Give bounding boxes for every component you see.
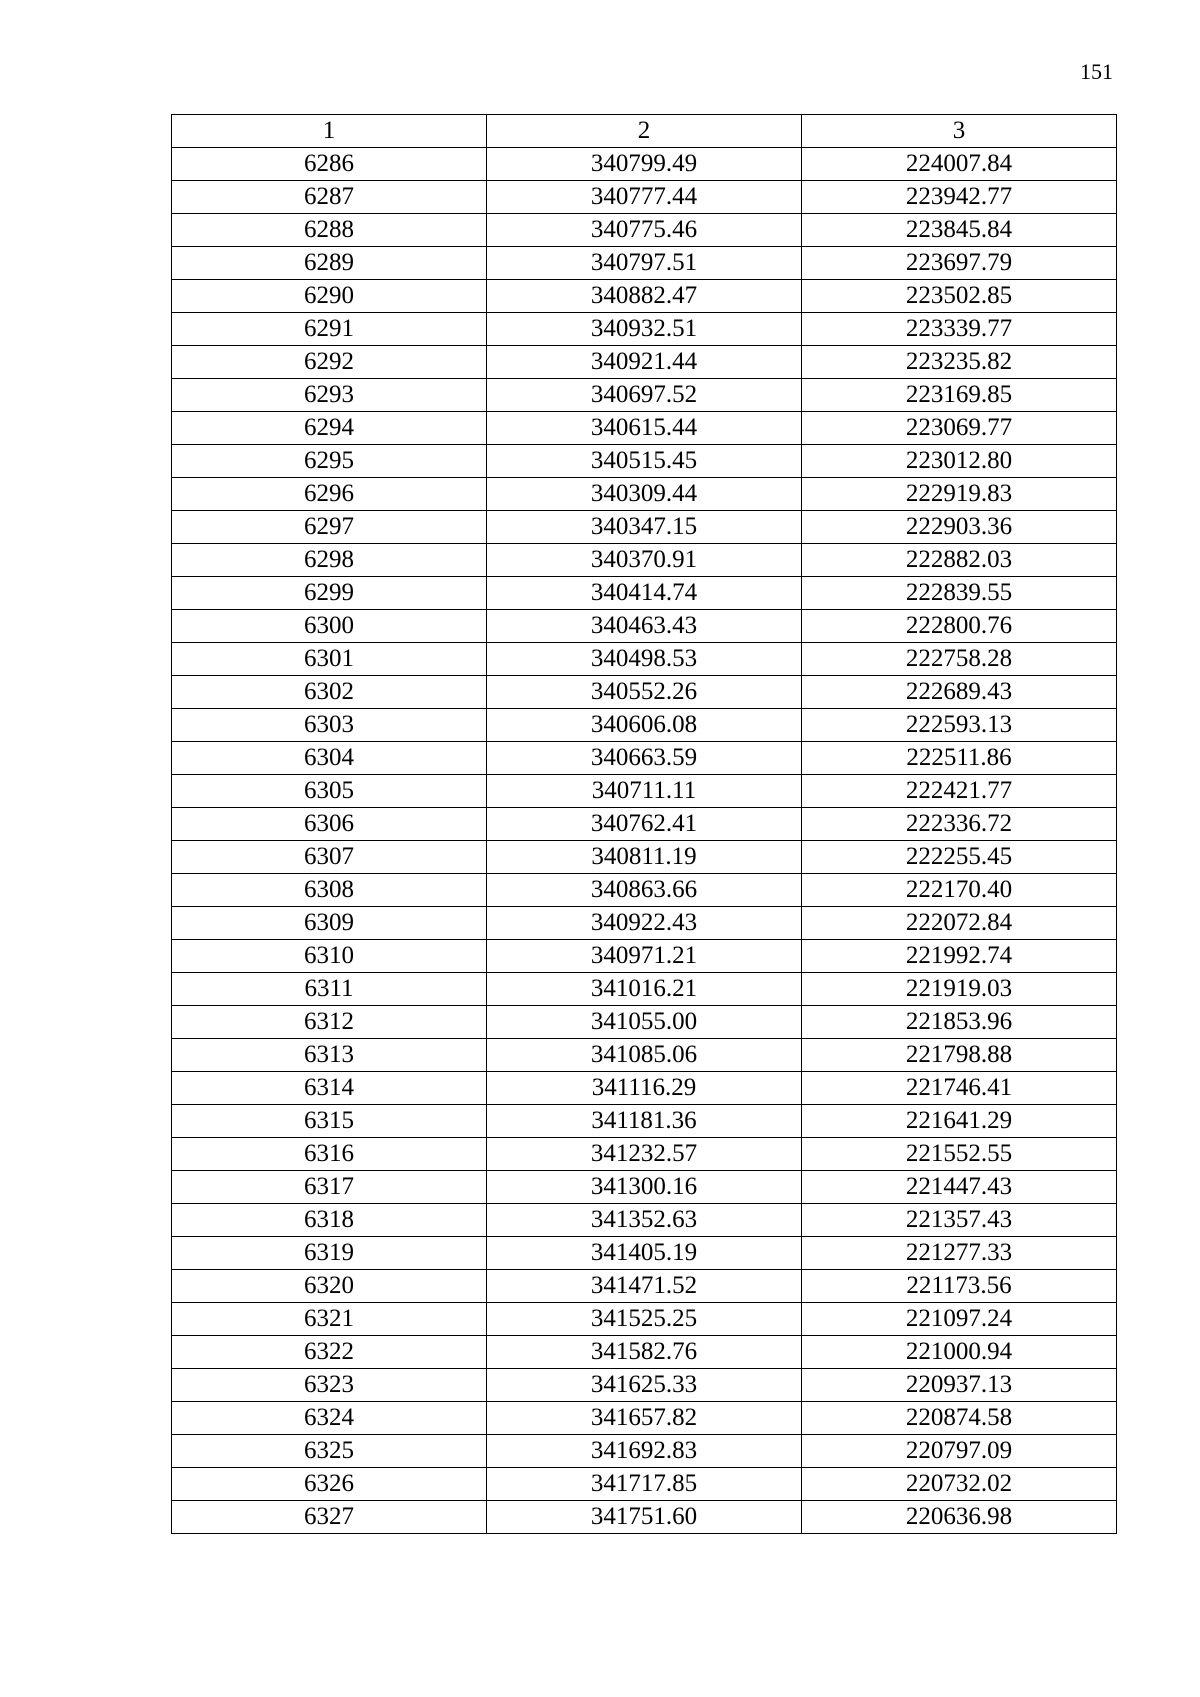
table-cell-col-2: 340882.47 bbox=[487, 280, 802, 313]
table-cell-col-1: 6326 bbox=[172, 1468, 487, 1501]
table-cell-col-3: 222336.72 bbox=[802, 808, 1117, 841]
table-cell-col-1: 6304 bbox=[172, 742, 487, 775]
table-row bbox=[172, 478, 1117, 511]
table-cell-col-2: 341625.33 bbox=[487, 1369, 802, 1402]
table-row bbox=[172, 610, 1117, 643]
table-cell-col-3: 221746.41 bbox=[802, 1072, 1117, 1105]
table-cell-col-2: 340932.51 bbox=[487, 313, 802, 346]
table-cell-col-2: 340606.08 bbox=[487, 709, 802, 742]
table-cell-col-2: 341085.06 bbox=[487, 1039, 802, 1072]
table-cell-col-2: 340414.74 bbox=[487, 577, 802, 610]
table-row bbox=[172, 280, 1117, 313]
table-cell-col-2: 340370.91 bbox=[487, 544, 802, 577]
table-cell-col-1: 6292 bbox=[172, 346, 487, 379]
table-cell-col-2: 341657.82 bbox=[487, 1402, 802, 1435]
table-row bbox=[172, 940, 1117, 973]
table-cell-col-1: 6296 bbox=[172, 478, 487, 511]
table-cell-col-1: 6313 bbox=[172, 1039, 487, 1072]
table-row bbox=[172, 1138, 1117, 1171]
table-cell-col-3: 222903.36 bbox=[802, 511, 1117, 544]
table-row bbox=[172, 709, 1117, 742]
table-row bbox=[172, 1402, 1117, 1435]
table-cell-col-1: 6315 bbox=[172, 1105, 487, 1138]
table-cell-col-1: 6311 bbox=[172, 973, 487, 1006]
page-number: 151 bbox=[1080, 59, 1113, 84]
table-cell-col-3: 222170.40 bbox=[802, 874, 1117, 907]
table-cell-col-2: 340347.15 bbox=[487, 511, 802, 544]
table-cell-col-3: 223845.84 bbox=[802, 214, 1117, 247]
table-cell-col-2: 340863.66 bbox=[487, 874, 802, 907]
table-cell-col-2: 340697.52 bbox=[487, 379, 802, 412]
table-row bbox=[172, 676, 1117, 709]
table-row bbox=[172, 1501, 1117, 1534]
table-cell-col-2: 341751.60 bbox=[487, 1501, 802, 1534]
table-row bbox=[172, 511, 1117, 544]
table-cell-col-3: 221447.43 bbox=[802, 1171, 1117, 1204]
table-cell-col-1: 6302 bbox=[172, 676, 487, 709]
table-cell-col-2: 340922.43 bbox=[487, 907, 802, 940]
table-cell-col-2: 340309.44 bbox=[487, 478, 802, 511]
table-cell-col-1: 6300 bbox=[172, 610, 487, 643]
table-cell-col-3: 221798.88 bbox=[802, 1039, 1117, 1072]
table-row bbox=[172, 1204, 1117, 1237]
table-body bbox=[172, 148, 1117, 1534]
table-cell-col-2: 341232.57 bbox=[487, 1138, 802, 1171]
table-cell-col-1: 6309 bbox=[172, 907, 487, 940]
table-cell-col-1: 6305 bbox=[172, 775, 487, 808]
table-row bbox=[172, 181, 1117, 214]
table-cell-col-3: 223942.77 bbox=[802, 181, 1117, 214]
table-cell-col-2: 340762.41 bbox=[487, 808, 802, 841]
table-cell-col-1: 6287 bbox=[172, 181, 487, 214]
table-cell-col-3: 221277.33 bbox=[802, 1237, 1117, 1270]
table-cell-col-2: 341525.25 bbox=[487, 1303, 802, 1336]
table-cell-col-3: 221173.56 bbox=[802, 1270, 1117, 1303]
table-row bbox=[172, 1072, 1117, 1105]
table-cell-col-1: 6289 bbox=[172, 247, 487, 280]
table-cell-col-1: 6286 bbox=[172, 148, 487, 181]
table-cell-col-2: 340777.44 bbox=[487, 181, 802, 214]
table-cell-col-3: 221641.29 bbox=[802, 1105, 1117, 1138]
table-row bbox=[172, 1105, 1117, 1138]
table-cell-col-3: 222919.83 bbox=[802, 478, 1117, 511]
table-row bbox=[172, 808, 1117, 841]
table-cell-col-1: 6294 bbox=[172, 412, 487, 445]
table-row bbox=[172, 742, 1117, 775]
table-row bbox=[172, 214, 1117, 247]
table-cell-col-3: 220874.58 bbox=[802, 1402, 1117, 1435]
table-row bbox=[172, 412, 1117, 445]
table-row bbox=[172, 1270, 1117, 1303]
table-cell-col-3: 222758.28 bbox=[802, 643, 1117, 676]
table-cell-col-2: 341717.85 bbox=[487, 1468, 802, 1501]
table-row bbox=[172, 313, 1117, 346]
table-cell-col-3: 220937.13 bbox=[802, 1369, 1117, 1402]
table-cell-col-3: 220636.98 bbox=[802, 1501, 1117, 1534]
table-cell-col-3: 222689.43 bbox=[802, 676, 1117, 709]
table-cell-col-2: 341181.36 bbox=[487, 1105, 802, 1138]
table-cell-col-3: 223235.82 bbox=[802, 346, 1117, 379]
table-row bbox=[172, 148, 1117, 181]
table-row bbox=[172, 445, 1117, 478]
table-header-row bbox=[172, 115, 1117, 148]
table-row bbox=[172, 1039, 1117, 1072]
table-cell-col-2: 340615.44 bbox=[487, 412, 802, 445]
table-cell-col-2: 340971.21 bbox=[487, 940, 802, 973]
table-cell-col-3: 222839.55 bbox=[802, 577, 1117, 610]
table-cell-col-3: 221097.24 bbox=[802, 1303, 1117, 1336]
table-cell-col-1: 6316 bbox=[172, 1138, 487, 1171]
table-row bbox=[172, 643, 1117, 676]
table-header bbox=[172, 115, 1117, 148]
table-cell-col-1: 6297 bbox=[172, 511, 487, 544]
table-row bbox=[172, 1468, 1117, 1501]
table-cell-col-2: 340797.51 bbox=[487, 247, 802, 280]
table-row bbox=[172, 379, 1117, 412]
table-row bbox=[172, 544, 1117, 577]
table-cell-col-1: 6301 bbox=[172, 643, 487, 676]
table-cell-col-3: 220797.09 bbox=[802, 1435, 1117, 1468]
table-cell-col-3: 221992.74 bbox=[802, 940, 1117, 973]
table-cell-col-3: 222800.76 bbox=[802, 610, 1117, 643]
table-cell-col-1: 6321 bbox=[172, 1303, 487, 1336]
table-cell-col-3: 223502.85 bbox=[802, 280, 1117, 313]
table-row bbox=[172, 247, 1117, 280]
table-row bbox=[172, 874, 1117, 907]
table-cell-col-2: 340663.59 bbox=[487, 742, 802, 775]
column-header-2: 2 bbox=[487, 115, 802, 148]
table-cell-col-2: 341055.00 bbox=[487, 1006, 802, 1039]
table-cell-col-1: 6288 bbox=[172, 214, 487, 247]
coordinates-table bbox=[171, 114, 1117, 1534]
table-cell-col-1: 6318 bbox=[172, 1204, 487, 1237]
table-cell-col-2: 341471.52 bbox=[487, 1270, 802, 1303]
column-header-3: 3 bbox=[802, 115, 1117, 148]
table-cell-col-2: 341692.83 bbox=[487, 1435, 802, 1468]
table-cell-col-3: 222882.03 bbox=[802, 544, 1117, 577]
table-row bbox=[172, 1237, 1117, 1270]
table-cell-col-1: 6308 bbox=[172, 874, 487, 907]
table-cell-col-1: 6303 bbox=[172, 709, 487, 742]
table-cell-col-2: 340799.49 bbox=[487, 148, 802, 181]
table-cell-col-1: 6319 bbox=[172, 1237, 487, 1270]
table-row bbox=[172, 577, 1117, 610]
table-cell-col-1: 6314 bbox=[172, 1072, 487, 1105]
table-row bbox=[172, 775, 1117, 808]
table-cell-col-3: 222593.13 bbox=[802, 709, 1117, 742]
table-cell-col-2: 341116.29 bbox=[487, 1072, 802, 1105]
table-cell-col-2: 340515.45 bbox=[487, 445, 802, 478]
table-cell-col-1: 6295 bbox=[172, 445, 487, 478]
table-cell-col-3: 221357.43 bbox=[802, 1204, 1117, 1237]
table-cell-col-2: 340811.19 bbox=[487, 841, 802, 874]
table-row bbox=[172, 1336, 1117, 1369]
table-cell-col-1: 6293 bbox=[172, 379, 487, 412]
table-row bbox=[172, 1435, 1117, 1468]
table-cell-col-3: 223069.77 bbox=[802, 412, 1117, 445]
table-cell-col-3: 222072.84 bbox=[802, 907, 1117, 940]
table-cell-col-1: 6306 bbox=[172, 808, 487, 841]
table-row bbox=[172, 1369, 1117, 1402]
table-cell-col-2: 341582.76 bbox=[487, 1336, 802, 1369]
table-cell-col-3: 221853.96 bbox=[802, 1006, 1117, 1039]
table-row bbox=[172, 1171, 1117, 1204]
table-cell-col-3: 224007.84 bbox=[802, 148, 1117, 181]
table-cell-col-2: 340498.53 bbox=[487, 643, 802, 676]
table-cell-col-2: 340711.11 bbox=[487, 775, 802, 808]
table-cell-col-1: 6322 bbox=[172, 1336, 487, 1369]
table-cell-col-1: 6323 bbox=[172, 1369, 487, 1402]
table-cell-col-3: 222255.45 bbox=[802, 841, 1117, 874]
table-cell-col-1: 6299 bbox=[172, 577, 487, 610]
table-cell-col-2: 340463.43 bbox=[487, 610, 802, 643]
table-cell-col-3: 222421.77 bbox=[802, 775, 1117, 808]
table-cell-col-1: 6325 bbox=[172, 1435, 487, 1468]
table-cell-col-3: 221919.03 bbox=[802, 973, 1117, 1006]
table-row bbox=[172, 1006, 1117, 1039]
table-cell-col-3: 223697.79 bbox=[802, 247, 1117, 280]
table-row bbox=[172, 1303, 1117, 1336]
table-cell-col-3: 221000.94 bbox=[802, 1336, 1117, 1369]
table-row bbox=[172, 907, 1117, 940]
table-cell-col-2: 341300.16 bbox=[487, 1171, 802, 1204]
column-header-1: 1 bbox=[172, 115, 487, 148]
table-cell-col-3: 223169.85 bbox=[802, 379, 1117, 412]
table-cell-col-1: 6310 bbox=[172, 940, 487, 973]
table-cell-col-2: 340552.26 bbox=[487, 676, 802, 709]
table-cell-col-3: 223339.77 bbox=[802, 313, 1117, 346]
table-cell-col-1: 6324 bbox=[172, 1402, 487, 1435]
table-row bbox=[172, 346, 1117, 379]
table-cell-col-1: 6320 bbox=[172, 1270, 487, 1303]
table-cell-col-3: 221552.55 bbox=[802, 1138, 1117, 1171]
table-cell-col-1: 6291 bbox=[172, 313, 487, 346]
table-cell-col-3: 220732.02 bbox=[802, 1468, 1117, 1501]
table-row bbox=[172, 973, 1117, 1006]
table-cell-col-1: 6317 bbox=[172, 1171, 487, 1204]
table-cell-col-1: 6307 bbox=[172, 841, 487, 874]
table-cell-col-3: 222511.86 bbox=[802, 742, 1117, 775]
table-cell-col-2: 341016.21 bbox=[487, 973, 802, 1006]
table-cell-col-1: 6298 bbox=[172, 544, 487, 577]
table-cell-col-1: 6290 bbox=[172, 280, 487, 313]
table-row bbox=[172, 841, 1117, 874]
table-cell-col-2: 340921.44 bbox=[487, 346, 802, 379]
table-cell-col-2: 341352.63 bbox=[487, 1204, 802, 1237]
table-cell-col-1: 6312 bbox=[172, 1006, 487, 1039]
table-cell-col-3: 223012.80 bbox=[802, 445, 1117, 478]
table-cell-col-2: 341405.19 bbox=[487, 1237, 802, 1270]
table-cell-col-1: 6327 bbox=[172, 1501, 487, 1534]
table-cell-col-2: 340775.46 bbox=[487, 214, 802, 247]
